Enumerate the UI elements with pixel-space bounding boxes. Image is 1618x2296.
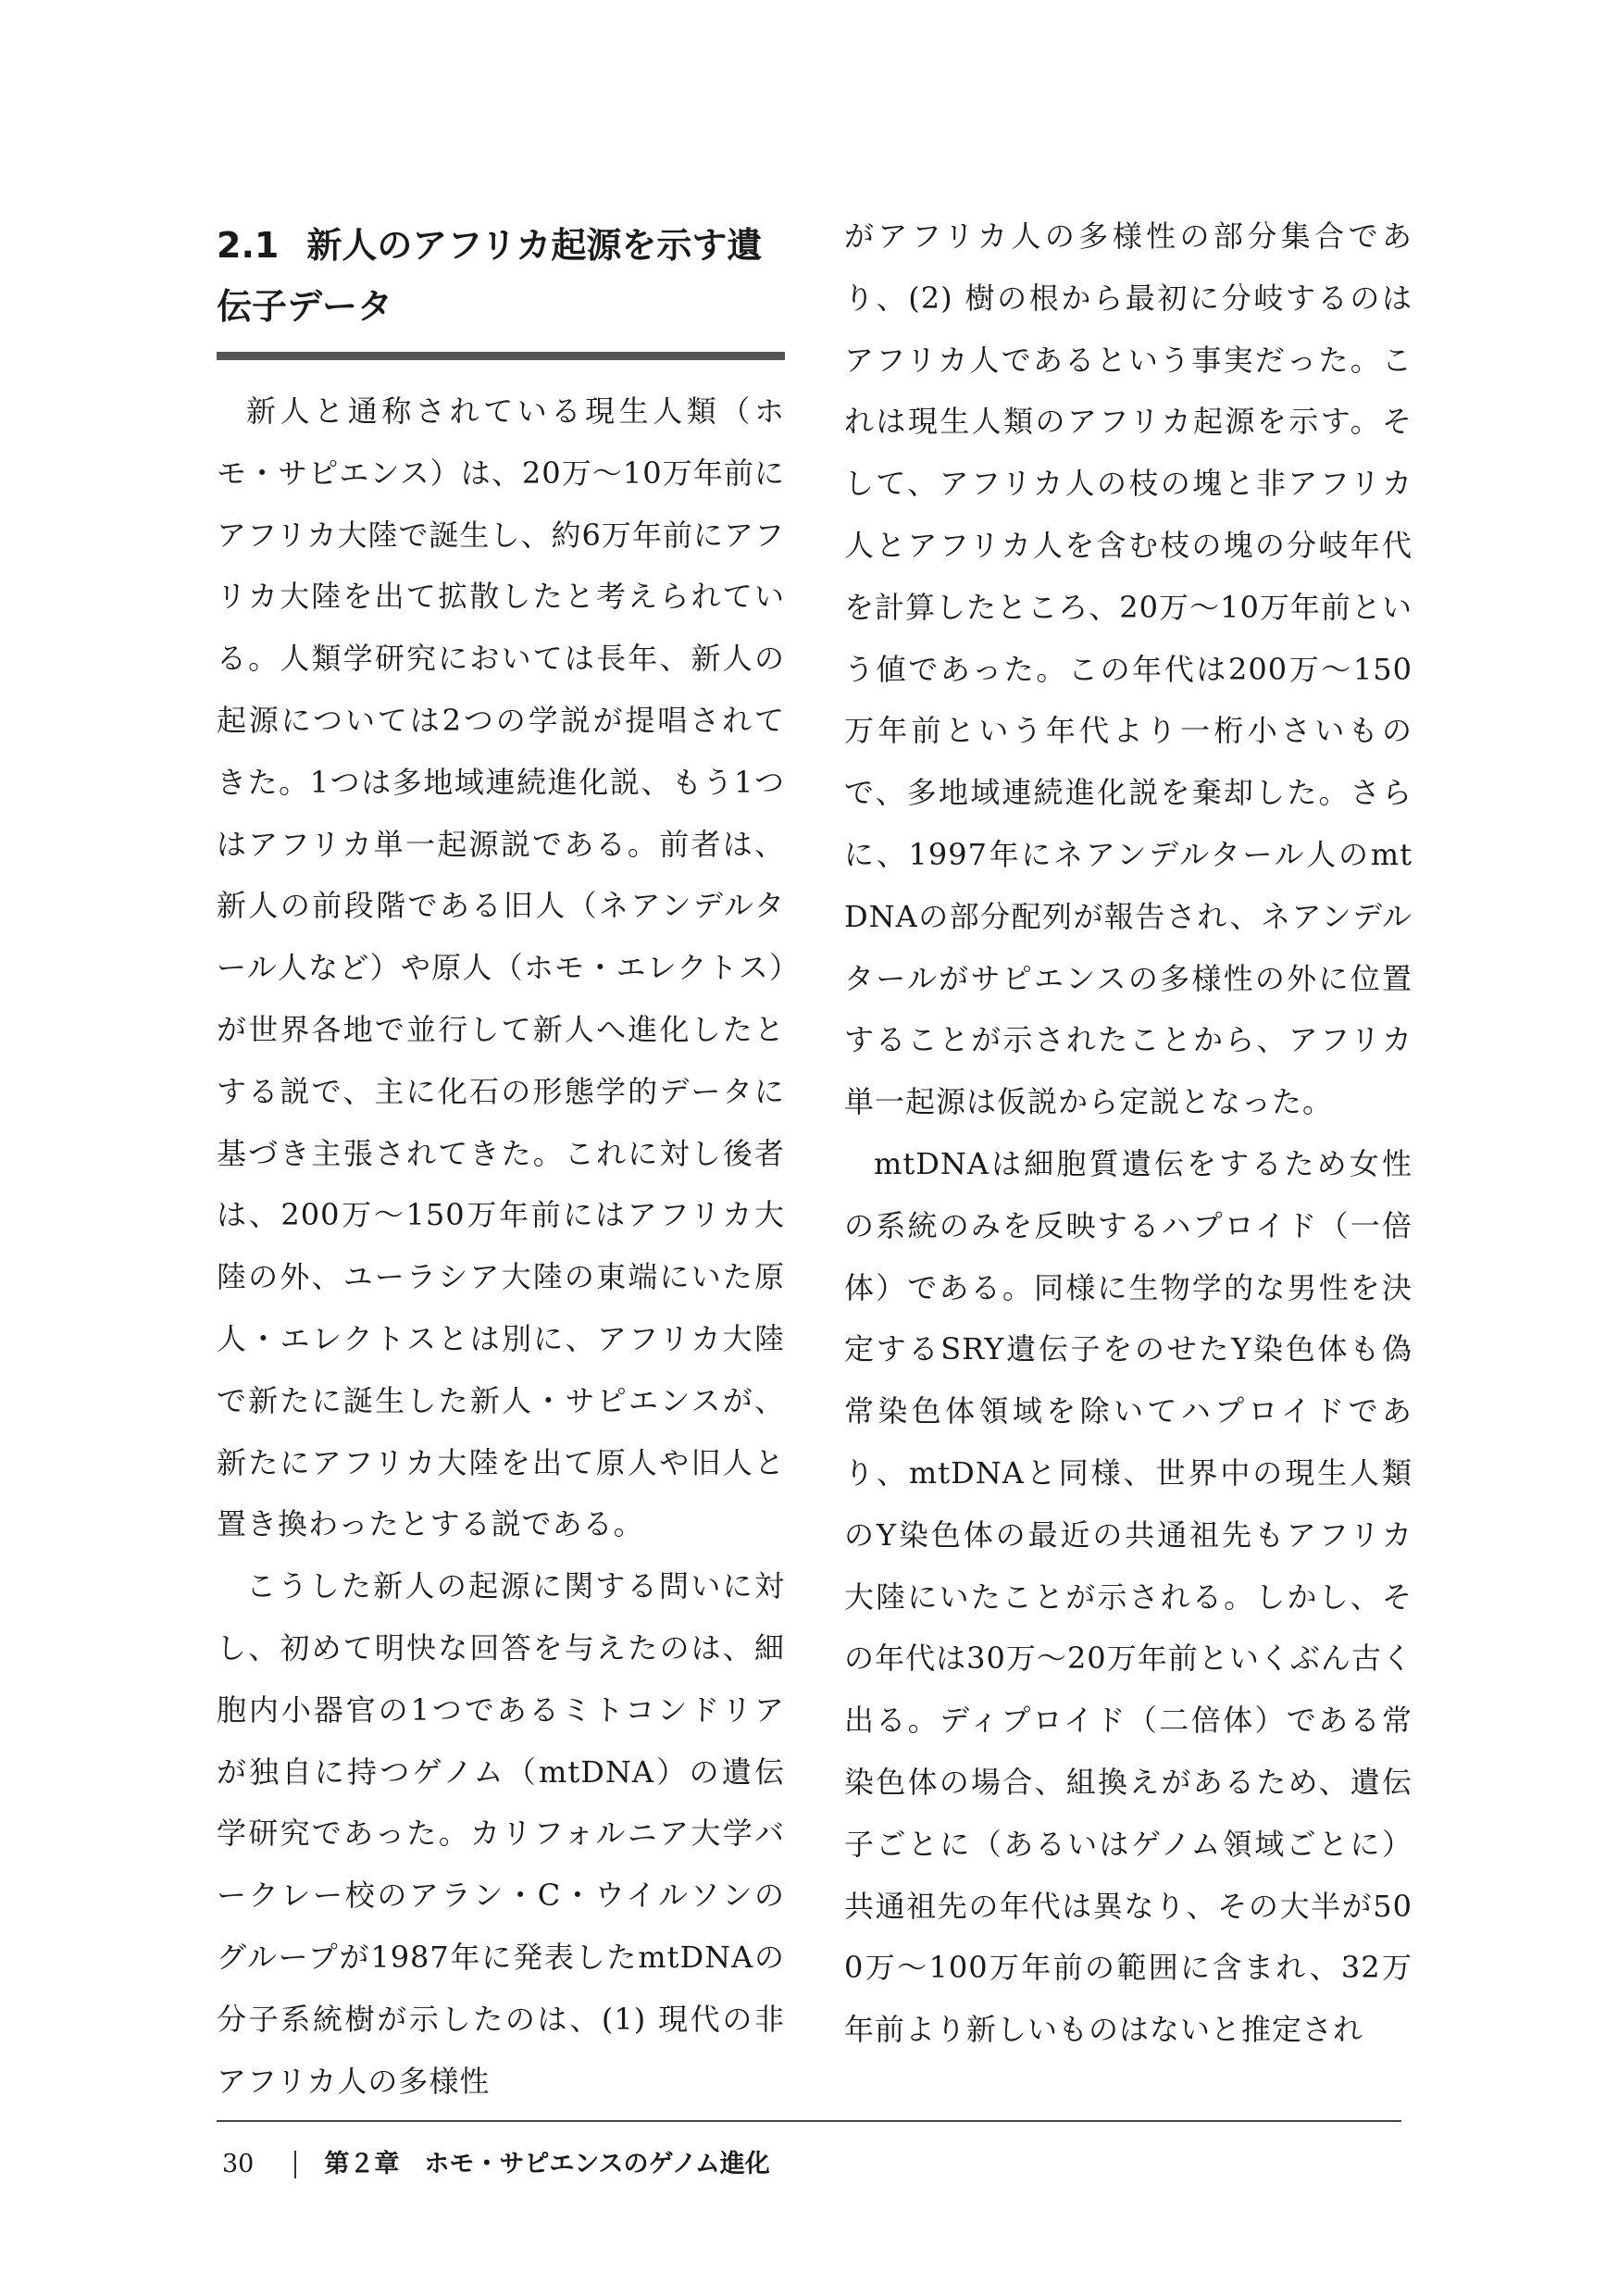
section-number: 2.1 bbox=[217, 225, 280, 266]
section-heading bbox=[217, 206, 785, 352]
page-number: 30 bbox=[222, 2150, 255, 2178]
chapter-title: 第２章 ホモ・サピエンスのゲノム進化 bbox=[324, 2150, 770, 2178]
footer-separator bbox=[294, 2151, 296, 2178]
page bbox=[217, 0, 1413, 2296]
paragraph-3: mtDNAは細胞質遺伝をするため女性の系統のみを反映するハプロイド（一倍体）である。同様に生物学的な男性を決定するSRY遺伝子をのせたY染色体も偽常染色体領域を除いてハプロイドであり、mtDNAと同様、世界中の現生人類のY染色体の最近の共通祖先もアフリカ大陸にいたことが示される。しかし、その年代は30万〜20万年前といくぶん古く出る。ディプロイド（二倍体）である常染色体の場合、組換えがあるため、遺伝子ごとに（あるいはゲノム領域ごとに）共通祖先の年代は異なり、その大半が500万〜100万年前の範囲に含まれ、32万年前より新しいものはないと推定され bbox=[844, 1145, 1413, 2048]
left-column bbox=[217, 206, 785, 2112]
right-column bbox=[844, 206, 1413, 2061]
paragraph-2-continued: がアフリカ人の多様性の部分集合であり、(2) 樹の根から最初に分岐するのはアフリカ人であるという事実だった。これは現生人類のアフリカ起源を示す。そして、アフリカ人の枝の塊と非アフリカ人とアフリカ人を含む枝の塊の分岐年代を計算したところ、20万〜10万年前という値であった。この年代は200万〜150万年前という年代より一桁小さいもので、多地域連続進化説を棄却した。さらに、1997年にネアンデルタール人のmtDNAの部分配列が報告され、ネアンデルタールがサピエンスの多様性の外に位置することが示されたことから、アフリカ単一起源は仮説から定説となった。 bbox=[844, 218, 1413, 1120]
paragraph-1: 新人と通称されている現生人類（ホモ・サピエンス）は、20万〜10万年前にアフリカ大陸で誕生し、約6万年前にアフリカ大陸を出て拡散したと考えられている。人類学研究においては長年、新人の起源については2つの学説が提唱されてきた。1つは多地域連続進化説、もう1つはアフリカ単一起源説である。前者は、新人の前段階である旧人（ネアンデルタール人など）や原人（ホモ・エレクトス）が世界各地で並行して新人へ進化したとする説で、主に化石の形態学的データに基づき主張されてきた。これに対し後者は、200万〜150万年前にはアフリカ大陸の外、ユーラシア大陸の東端にいた原人・エレクトスとは別に、アフリカ大陸で新たに誕生した新人・サピエンスが、新たにアフリカ大陸を出て原人や旧人と置き換わったとする説である。 bbox=[217, 393, 785, 1542]
section-title: 新人のアフリカ起源を示す遺伝子データ bbox=[217, 225, 763, 327]
page-footer bbox=[222, 2144, 770, 2185]
heading-rule bbox=[217, 352, 785, 360]
paragraph-2: こうした新人の起源に関する問いに対し、初めて明快な回答を与えたのは、細胞内小器官の1つであるミトコンドリアが独自に持つゲノム（mtDNA）の遺伝学研究であった。カリフォルニア大学バークレー校のアラン・C・ウイルソンのグループが1987年に発表したmtDNAの分子系統樹が示したのは、(1) 現代の非アフリカ人の多様性 bbox=[217, 1568, 785, 2099]
footer-rule bbox=[217, 2120, 1401, 2122]
